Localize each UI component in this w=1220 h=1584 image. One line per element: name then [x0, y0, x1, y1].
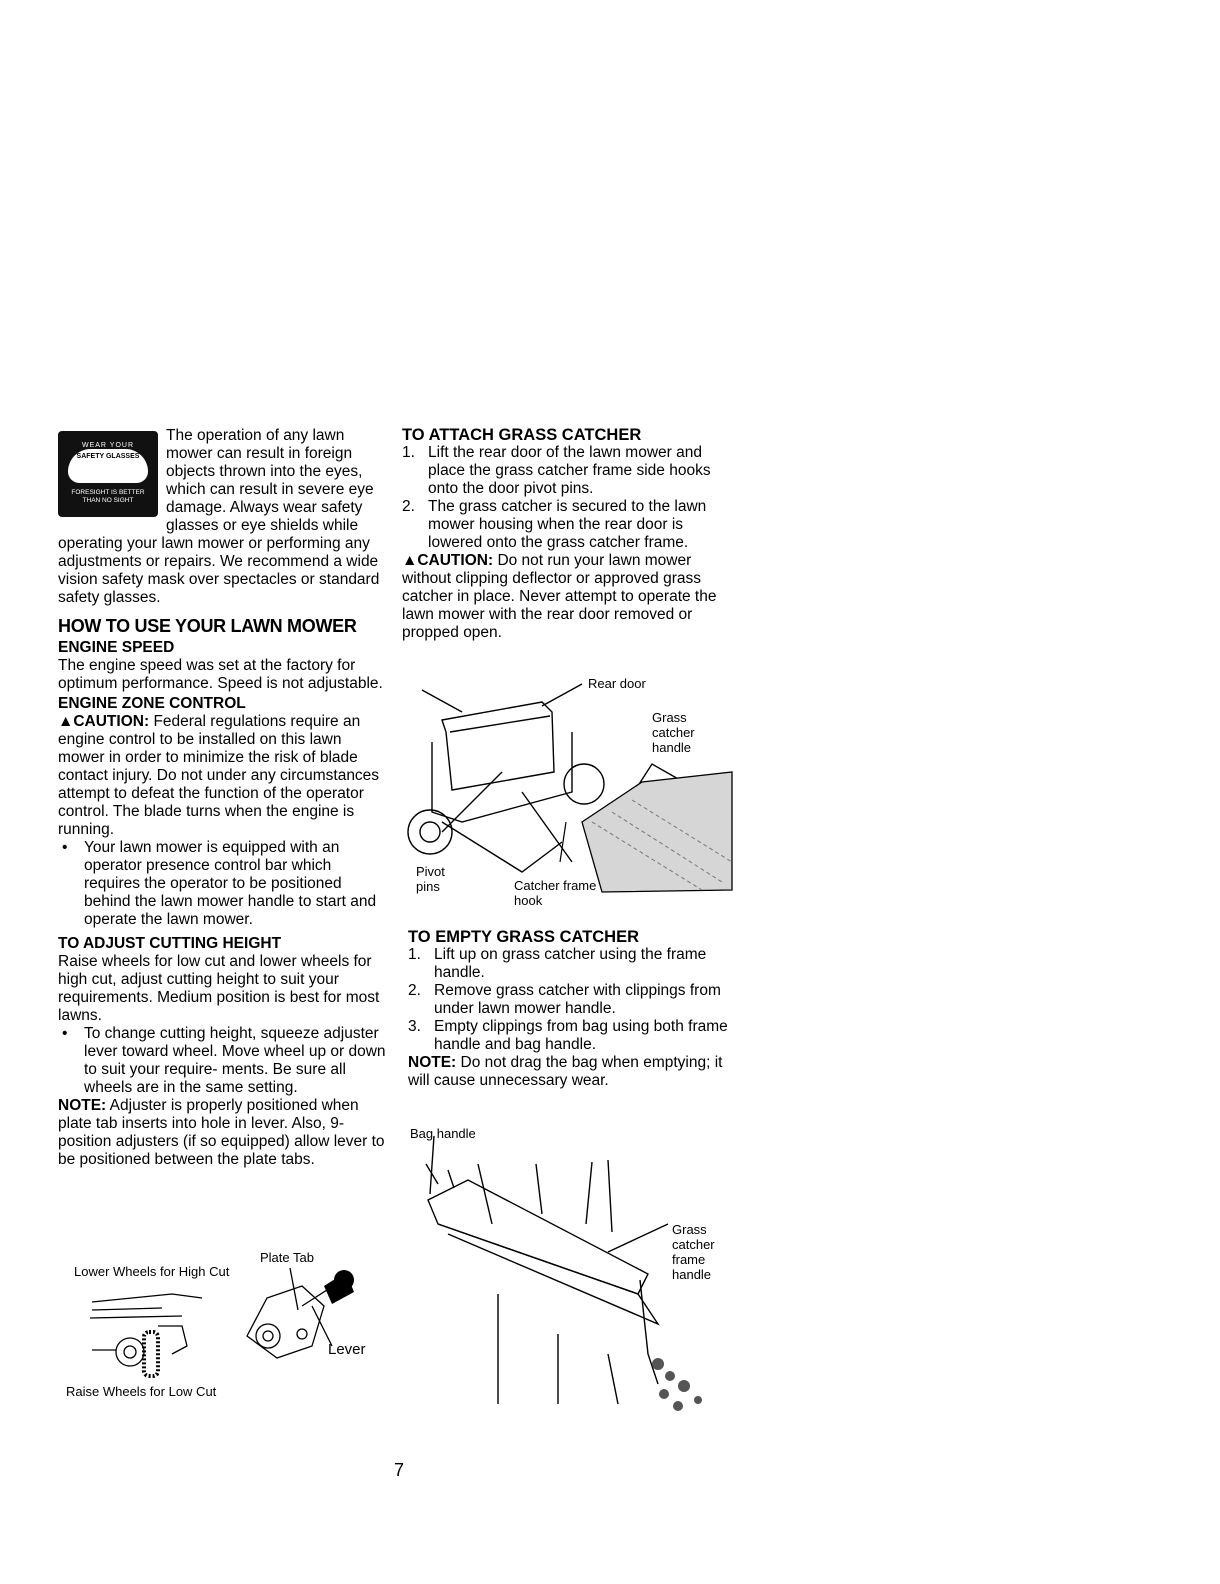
grass-catcher-frame-handle-label: Grass catcher frame handle [672, 1222, 715, 1282]
pivot-pins-label: Pivot pins [416, 864, 445, 894]
engine-speed-title: ENGINE SPEED [58, 639, 175, 656]
list-item: 3. Empty clippings from bag using both frame handle and bag handle. [408, 1018, 728, 1053]
lever-label: Lever [328, 1341, 366, 1358]
left-column [58, 427, 388, 1169]
safety-intro: The operation of any lawn mower can result in foreign objects thrown into the eyes, which can result in severe eye damage. Always wear safety glasses or eye shields while operating your lawn mower or performing any adjustments or repairs. We recommend a wide vision safety mask over spectacles or standard safety glasses. [58, 427, 380, 606]
wheel-adjuster-figure [62, 1246, 392, 1406]
empty-title: TO EMPTY GRASS CATCHER [408, 928, 640, 946]
list-item: 1. Lift the rear door of the lawn mower and place the grass catcher frame side hooks onto the door pivot pins. [402, 444, 711, 497]
engine-speed-text: The engine speed was set at the factory for optimum performance. Speed is not adjustable. [58, 657, 383, 692]
lower-wheels-label: Lower Wheels for High Cut [74, 1264, 230, 1279]
list-item: 1. Lift up on grass catcher using the frame handle. [408, 946, 707, 981]
list-item: 2. Remove grass catcher with clippings from under lawn mower handle. [408, 982, 721, 1017]
attach-caution [402, 552, 732, 642]
empty-note [408, 1054, 738, 1090]
plate-tab-label: Plate Tab [260, 1250, 314, 1265]
note-label: NOTE: [58, 1097, 107, 1114]
engine-zone-list [58, 839, 388, 929]
grass-catcher-handle-label: Grass catcher handle [652, 710, 695, 755]
cutting-height-text: Raise wheels for low cut and lower wheels for high cut, adjust cutting height to suit your requirements. Medium position is best for most lawns. [58, 953, 380, 1024]
rear-door-label: Rear door [588, 676, 646, 691]
caution-label: ▲CAUTION: [402, 552, 494, 569]
engine-zone-paragraph [58, 713, 388, 839]
caution-text: Do not run your lawn mower without clipping deflector or approved grass catcher in place. Never attempt to operate the lawn mower with the rear door removed or propped open. [402, 552, 717, 641]
attach-catcher-figure [402, 672, 737, 912]
badge-bottom-text: FORESIGHT IS BETTER THAN NO SIGHT [71, 489, 145, 504]
catcher-frame-hook-label: Catcher frame hook [514, 878, 597, 908]
empty-catcher-figure [408, 1124, 738, 1414]
empty-section [408, 926, 738, 1090]
cutting-height-list [58, 1025, 388, 1097]
list-item: • To change cutting height, squeeze adjuster lever toward wheel. Move wheel up or down to suit your require- ments. Be sure all wheels are in the same setting. [62, 1025, 386, 1096]
page-number: 7 [394, 1460, 405, 1480]
right-column [402, 424, 732, 642]
caution-label: ▲CAUTION: [58, 713, 150, 730]
list-item: • Your lawn mower is equipped with an operator presence control bar which requires the operator to be positioned behind the lawn mower handle to start and operate the lawn mower. [62, 839, 377, 928]
safety-glasses-badge [58, 431, 158, 517]
raise-wheels-label: Raise Wheels for Low Cut [66, 1384, 217, 1399]
note-text: Adjuster is properly positioned when plate tab inserts into hole in lever. Also, 9-position adjusters (if so equipped) allow lever to be positioned between the plate tabs. [58, 1097, 385, 1168]
attach-title: TO ATTACH GRASS CATCHER [402, 426, 642, 444]
bag-handle-label: Bag handle [410, 1126, 476, 1141]
badge-mid-text: SAFETY GLASSES [76, 453, 140, 460]
cutting-note [58, 1097, 388, 1169]
attach-steps [402, 444, 732, 552]
engine-zone-text: Federal regulations require an engine control to be installed on this lawn mower in order to minimize the risk of blade contact injury. Do not under any circumstances attempt to defeat the function of the operator control. The blade turns when the engine is running. [58, 713, 380, 838]
note-text: Do not drag the bag when emptying; it will cause unnecessary wear. [408, 1054, 723, 1089]
list-item: 2. The grass catcher is secured to the lawn mower housing when the rear door is lowered onto the grass catcher frame. [402, 498, 707, 551]
engine-zone-title: ENGINE ZONE CONTROL [58, 695, 246, 712]
note-label: NOTE: [408, 1054, 457, 1071]
badge-top-text: WEAR YOUR [81, 442, 135, 449]
cutting-height-title: TO ADJUST CUTTING HEIGHT [58, 935, 282, 952]
how-to-title: HOW TO USE YOUR LAWN MOWER [58, 616, 357, 636]
empty-steps [408, 946, 738, 1054]
goggles-icon [68, 449, 148, 483]
